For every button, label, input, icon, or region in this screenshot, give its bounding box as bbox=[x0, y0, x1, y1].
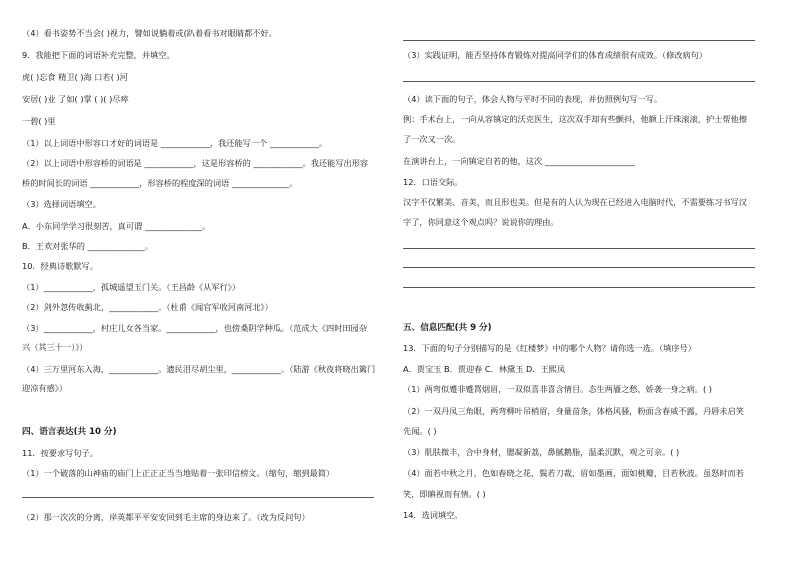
text-line: （4）面若中秋之月，色如春晓之花，鬓若刀裁，眉如墨画，面如桃瓣，目若秋波。虽怒时而若 bbox=[403, 468, 744, 478]
answer-line bbox=[403, 267, 755, 268]
text-line: 在演讲台上，一向镇定自若的他，这次 ______________________ bbox=[403, 156, 635, 166]
answer-line bbox=[403, 40, 755, 41]
text-line: A．贾宝玉 B．贾迎春 C．林黛玉 D．王熙凤 bbox=[403, 364, 566, 374]
section-heading: 五、信息匹配(共 9 分) bbox=[403, 323, 492, 333]
text-line: 迎凉有感》） bbox=[22, 383, 68, 393]
text-line: 例：手术台上，一向从容镇定的沃克医生，这次双手却有些颤抖，他额上汗珠滚滚，护士帮他擦 bbox=[403, 114, 747, 124]
text-line: 10．经典诗歌默写。 bbox=[22, 261, 98, 271]
text-line: （4）读下面的句子，体会人物与平时不同的表现，并仿照例句写一写。 bbox=[403, 94, 663, 104]
answer-line bbox=[22, 497, 374, 498]
text-line: （3）肌肤微丰，合中身材，腮凝新荔，鼻腻鹅脂，温柔沉默，观之可亲。( ) bbox=[403, 447, 680, 457]
text-line: （4）三万里河东入海，____________。遗民泪尽胡尘里，____________。（陆游《秋夜将晓出篱门 bbox=[22, 364, 376, 374]
text-line: 14．选词填空。 bbox=[403, 510, 463, 520]
section-heading: 四、语言表达(共 10 分) bbox=[22, 427, 117, 437]
text-line: （4）看书姿势不当会( )视力，譬如说躺着或(趴着看书对眼睛都不好。 bbox=[22, 28, 277, 38]
text-line: （1）以上词语中形容口才好的词语是 ____________，我还能写一个 ____________。 bbox=[22, 138, 328, 148]
text-line: 13．下面的句子分别描写的是《红楼梦》中的哪个人物？请你选一选。（填序号） bbox=[403, 343, 696, 353]
text-line: （2）以上词语中形容桥的词语是 ____________，这是形容桥的 ____________。我还能写出形容 bbox=[22, 158, 369, 168]
text-line: 汉字不仅繁美、音美，而且形也美。但是有的人认为现在已经进入电脑时代，不需要练习书写汉 bbox=[403, 197, 747, 207]
text-line: 字了，你同意这个观点吗？说说你的理由。 bbox=[403, 217, 559, 227]
text-line: （1）____________，孤城遥望玉门关。（王昌龄《从军行》） bbox=[22, 282, 241, 292]
answer-line bbox=[403, 287, 755, 288]
text-line: （3）选择词语填空。 bbox=[22, 199, 101, 209]
text-line: 了一次又一次。 bbox=[403, 134, 461, 144]
text-line: A．小东同学学习很刻苦，真可谓 ______________。 bbox=[22, 221, 211, 231]
text-line: 12．口语交际。 bbox=[403, 177, 463, 187]
answer-line bbox=[403, 248, 755, 249]
text-line: 桥的时间长的词语 ____________，形容桥的程度深的词语 ______________。 bbox=[22, 178, 298, 188]
text-line: B．王欢对张华的 ______________。 bbox=[22, 241, 154, 251]
text-line: （1）两弯似蹙非蹙罥烟眉，一双似喜非喜含情目。态生两靥之愁，娇袭一身之病。( ) bbox=[403, 384, 712, 394]
text-line: 笑，即瞋视而有情。( ) bbox=[403, 489, 486, 499]
text-line: 一碧( )里 bbox=[22, 116, 56, 126]
text-line: 9．我能把下面的词语补充完整，并填空。 bbox=[22, 50, 175, 60]
text-line: 兴（其三十一）》） bbox=[22, 342, 88, 352]
text-line: （3）____________，村庄儿女各当家。____________，也傍桑阴学种瓜。（范成大《四时田园杂 bbox=[22, 323, 367, 333]
text-line: 虎( )忘食 精卫( )海 口若( )河 bbox=[22, 72, 128, 82]
text-line: （2）一双丹凤三角眼，两弯柳叶吊梢眉，身量苗条，体格风骚，粉面含春威不露，丹唇未启笑 bbox=[403, 406, 744, 416]
text-line: 安居( )业 了如( )掌 ( )( )尽瘁 bbox=[22, 94, 129, 104]
text-line: （1）一个破落的山神庙的庙门上正正正当当地贴着一张印信榜文。（缩句，缩到最简） bbox=[22, 468, 335, 478]
text-line: （2）那一次次的分离，岸英都平平安安回到毛主席的身边来了。（改为反问句） bbox=[22, 512, 310, 522]
text-line: （2）剑外忽传收蓟北，____________。（杜甫《闻官军收河南河北》） bbox=[22, 302, 273, 312]
text-line: 11．按要求写句子。 bbox=[22, 448, 98, 458]
text-line: （3）实践证明，能否坚持体育锻炼对提高同学们的体育成绩很有成效。（修改病句） bbox=[403, 50, 708, 60]
answer-line bbox=[403, 81, 755, 82]
text-line: 先闻。( ) bbox=[403, 426, 437, 436]
